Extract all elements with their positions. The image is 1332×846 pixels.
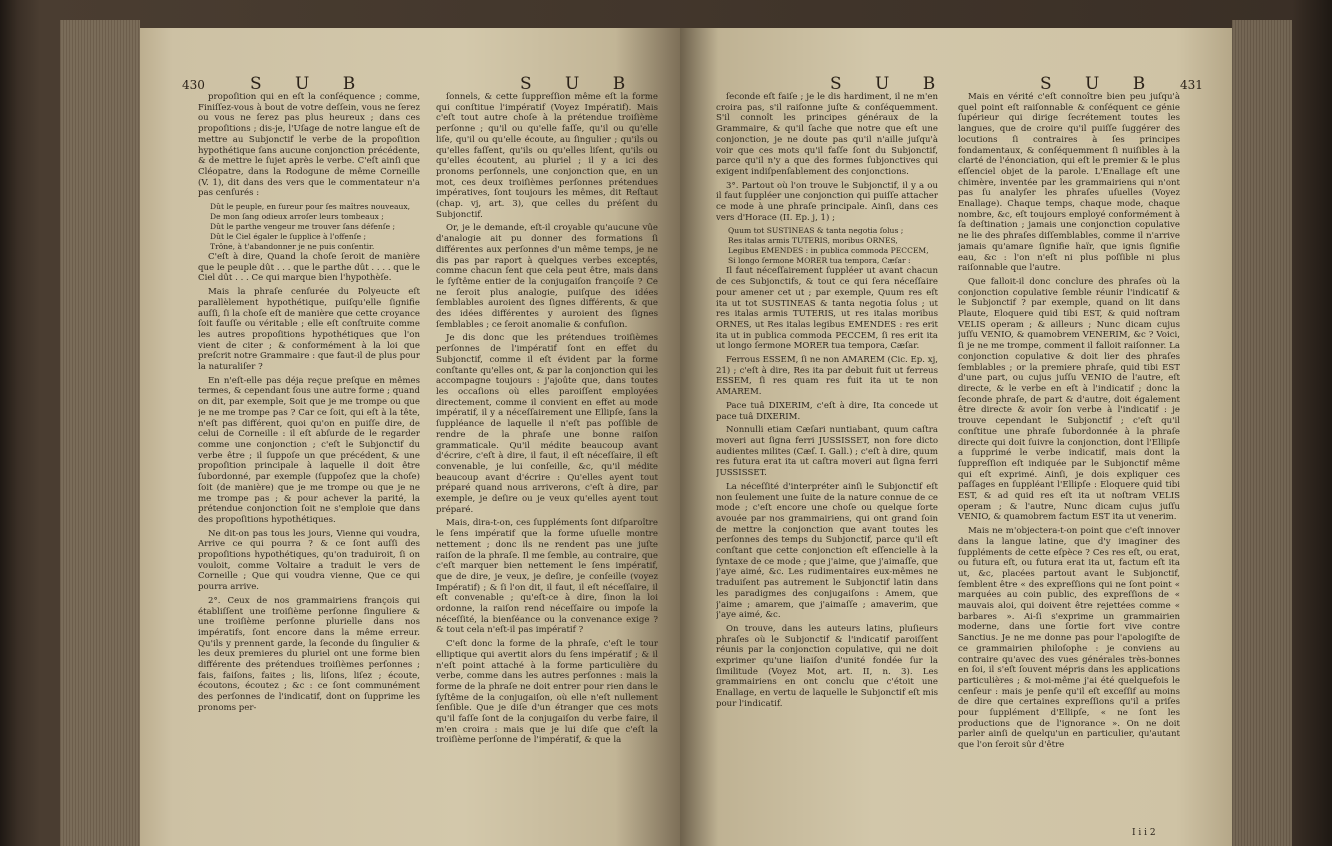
verse-line: Dût le peuple, en fureur pour ſes maîtres nouveaux, xyxy=(210,202,411,212)
text-column xyxy=(716,92,938,846)
paragraph: Mais la phraſe cenſurée du Polyeucte eſt parallèlement hypothétique, puiſqu'elle ſignifie auſſi, ſi la choſe eſt de manière que cette croyance ſoit fauſſe ou véritable ; elle eſt conſtruite comme les autres propoſitions hypothétiques que l'on vient de citer ; & conformément à la loi que preſcrit notre Grammaire : que faut-il de plus pour la naturaliſer ? xyxy=(198,287,420,373)
paragraph: Mais en vérité c'eſt connoître bien peu juſqu'à quel point eſt raiſonnable & conſéquent ce génie ſupérieur qui dirige ſecrétement toutes les langues, que de croire qu'il puiſſe ſuggérer des locutions ſi contraires à ſes principes fondamentaux, & conſéquemment ſi nuiſibles à la clarté de l'énonciation, qui eſt le premier & le plus eſſenciel objet de la parole. L'Enallage eſt une chimère, inventée par les grammairiens qui n'ont pas ſu analyſer les phraſes uſuelles (Voyez Enallage). Chaque temps, chaque mode, chaque nombre, &c, eſt toujours employé conformément à ſa deſtination ; jamais une conjonction copulative ne lie des phraſes diſſemblables, comme il n'arrive jamais qu'amare ſignifie haïr, que ignis ſignifie eau, &c : l'on n'eſt ni plus poſſible ni plus raiſonnable que l'autre. xyxy=(958,92,1180,274)
verse-line: Quum tot SUSTINEAS & tanta negotia ſolus ; xyxy=(728,226,904,236)
verse-line: Trône, à t'abandonner je ne puis conſentir. xyxy=(210,242,375,252)
paragraph: ſonnels, & cette ſuppreſſion même eſt la forme qui conſtitue l'impératif (Voyez Impératif). Mais c'eſt tout autre choſe à la prétendue troiſième perſonne ; qu'il ou qu'elle faſſe, qu'il ou qu'elle liſe, qu'il ou qu'elle écoute, au ſingulier ; qu'ils ou qu'elles faſſent, qu'ils ou qu'elles liſent, qu'ils ou qu'elles écoutent, au pluriel ; il y a ici des pronoms perſonnels, une conjonction que, en un mot, ces deux troiſièmes perſonnes prétendues impératives, ſont toujours les mêmes, dit Reſtaut (chap. vj, art. 3), que celles du préſent du Subjonctif. xyxy=(436,92,658,220)
verse-line: De mon ſang odieux arroſer leurs tombeaux ; xyxy=(210,212,384,222)
paragraph: Je dis donc que les prétendues troiſièmes perſonnes de l'impératif ſont en effet du Subjonctif, comme il eſt évident par la forme conſtante qu'elles ont, & par la conjonction qui les accompagne toujours : j'ajoûte que, dans toutes les occaſions où elles paroiſſent employées directement, comme il convient en effet au mode impératif, il y a néceſſairement une Ellipſe, ſans la ſuppléance de laquelle il n'eſt pas poſſible de rendre de la phraſe une bonne raiſon grammaticale. Qu'il médite beaucoup avant d'écrire, c'eſt à dire, il faut, il eſt néceſſaire, il eſt convenable, je lui conſeille, &c, qu'il médite beaucoup avant d'écrire : Qu'elles ayent tout préparé quand nous arriverons, c'eſt à dire, par exemple, je deſire ou je veux qu'elles ayent tout préparé. xyxy=(436,333,658,515)
right-page xyxy=(680,28,1232,846)
paragraph: En n'eſt-elle pas déja reçue preſque en mêmes termes, & cependant ſous une autre forme ; quand on dit, par exemple, Soit que je me trompe ou que je ne me trompe pas ? Car ce ſoit, qui eſt à la tête, n'eſt pas différent, quoi qu'on en puiſſe dire, de celui de Corneille : il eſt abſurde de le regarder comme une conjonction ; c'eſt le Subjonctif du verbe être ; il ſuppoſe un que précédent, & une propoſition principale à laquelle il doit être ſubordonné, par exemple (ſuppoſez que la choſe) ſoit (de manière) que je me trompe ou que je ne me trompe pas ; & pour achever la parité, la prétendue conjonction ſoit ne s'emploie que dans des propoſitions hypothétiques. xyxy=(198,375,420,525)
text-column xyxy=(436,92,658,846)
running-head: S U B xyxy=(830,74,950,94)
page-edges-left xyxy=(60,20,140,846)
paragraph: C'eſt donc la forme de la phraſe, c'eſt le tour elliptique qui avertit alors du ſens impératif ; & il n'eſt point attaché à la forme particulière du verbe, comme dans les autres perſonnes : mais la forme de la phraſe ne doit entrer pour rien dans le ſyſtême de la conjugaiſon, où elle n'eſt nullement ſenſible. Que je diſe d'un étranger que ces mots qu'il faſſe ſont de la conjugaiſon du verbe faire, il m'en croira : mais que je lui diſe que c'eſt la troiſième perſonne de l'impératif, & que la xyxy=(436,639,658,746)
running-head: S U B xyxy=(1040,74,1160,94)
paragraph: ſeconde eſt faiſe ; je le dis hardiment, il ne m'en croira pas, s'il raiſonne juſte & conſéquemment. S'il connoît les principes généraux de la Grammaire, & qu'il ſache que notre que eſt une conjonction, je ne doute pas qu'il n'aille juſqu'à voir que ces mots qu'il faſſe ſont du Subjonctif, parce qu'il n'y a que des formes ſubjonctives qui exigent indiſpenſablement des conjonctions. xyxy=(716,92,938,177)
paragraph: 3°. Partout où l'on trouve le Subjonctif, il y a ou il faut ſuppléer une conjonction qui puiſſe attacher ce mode à une phraſe principale. Ainſi, dans ces vers d'Horace (II. Ep. j, 1) ; xyxy=(716,180,938,223)
paragraph: Que falloit-il donc conclure des phraſes où la conjonction copulative ſemble réunir l'indicatif & le Subjonctif ? par exemple, quand on lit dans Plaute, Eloquere quid tibi EST, & quid noſtram VELIS operam ; & ailleurs ; Nunc dicam cujus juſſu VENIO, & quamobrem VENERIM, &c ? Voici, ſi je ne me trompe, comment il falloit raiſonner. La conjonction copulative & doit lier des phraſes ſemblables ; or la premiere phraſe, quid tibi EST d'une part, ou cujus juſſu VENIO de l'autre, eſt directe, & le verbe en eſt à l'indicatif ; donc la ſeconde phraſe, de part & d'autre, doit également être directe & avoir ſon verbe à l'indicatif : je trouve cependant le Subjonctif ; c'eſt qu'il conſtitue une phraſe ſubordonnée à la phraſe directe qui doit ſuivre la conjonction, dont l'Ellipſe a ſupprimé le verbe indicatif, mais dont la ſuppreſſion eſt indiquée par le Subjonctif même qui eſt exprimé. Ainſi, je dois expliquer ces paſſages en ſuppléant l'Ellipſe : Eloquere quid tibi EST, & ad quid res eſt ita ut noſtram VELIS operam ; & l'autre, Nunc dicam cujus juſſu VENIO, & quamobrem factum EST ita ut venerim. xyxy=(958,276,1180,523)
paragraph: 2°. Ceux de nos grammairiens françois qui établiſſent une troiſième perſonne ſinguliere & une troiſième perſonne plurielle dans nos impératifs, ſont encore dans la même erreur. Qu'ils y prennent garde, la ſeconde du ſingulier & les deux premieres du pluriel ont une forme bien différente des prétendues troiſièmes perſonnes ; fais, faiſons, faites ; lis, liſons, liſez ; écoute, écoutons, écoutez ; &c : ce ſont communément des perſonnes de l'indicatif, dont on ſupprime les pronoms per- xyxy=(198,595,420,713)
paragraph: Ferrous ESSEM, ſi ne non AMAREM (Cic. Ep. xj, 21) ; c'eſt à dire, Res ita par debuit fuit ut ferreus ESSEM, ſi res quam res fuit ita ut te non AMAREM. xyxy=(716,355,938,398)
paragraph: Il faut néceſſairement ſuppléer ut avant chacun de ces Subjonctifs, & tout ce qui ſera néceſſaire pour amener cet ut ; par exemple, Quum res eſt ita ut tot SUSTINEAS & tanta negotia ſolus ; ut res italas armis TUTERIS, ut res italas moribus ORNES, ut Res italas legibus EMENDES : res erit ita ut in publica commoda PECCEM, ſi res erit ita ut longo ſermone MORER tua tempora, Cæſar. xyxy=(716,266,938,352)
page-number: 431 xyxy=(1180,78,1203,92)
paragraph: Mais ne m'objectera-t-on point que c'eſt innover dans la langue latine, que d'y imaginer des ſuppléments de cette eſpèce ? Ces res eſt, ou erat, ou futura eſt, ou futura erat ita ut, factum eſt ita ut, &c, placées partout avant le Subjonctif, ſemblent être « des expreſſions qui ne ſont point « marquées au coin public, des expreſſions de « mauvais aloi, qui doivent être rejettées comme « barbares ». Ai-ſi s'exprime un grammairien moderne, dans une ſortie fort vive contre Sanctius. Je ne me donne pas pour l'apologiſte de ce grammairien philoſophe : je conviens au contraire qu'avec des vues générales très-bonnes en ſoi, il s'eſt ſouvent mépris dans les applications particulières ; & moi-même j'ai été quelquefois le cenſeur : mais je penſe qu'il eſt exceſſif au moins de dire que certaines expreſſions qu'il a priſes pour ſupplément d'Ellipſe, « ne ſont les productions que de l'ignorance ». On ne doit parler ainſi de quelqu'un en particulier, qu'autant que l'on ſeroit sûr d'être xyxy=(958,526,1180,751)
text-column xyxy=(958,92,1180,846)
paragraph: C'eſt à dire, Quand la choſe ſeroit de manière que le peuple dût . . . que le parthe dût . . . . que le Ciel dût . . . Ce qui marque bien l'hypothèſe. xyxy=(198,252,420,284)
running-head: S U B xyxy=(520,74,640,94)
text-column xyxy=(198,92,420,846)
signature-mark: I i i 2 xyxy=(1132,828,1156,838)
paragraph: propoſition qui en eſt la conſéquence ; comme, Finiſſez-vous à bout de votre deſſein, vous ne ſerez ou vous ne ſerez pas plus heureux ; dans ces propoſitions ; dis-je, l'Uſage de notre langue eſt de mettre au Subjonctif le verbe de la propoſition hypothétique ſans aucune conjonction précédente, & de mettre le ſujet après le verbe. C'eſt ainſi que Cléopatre, dans la Rodogune de même Corneille (V. 1), dit dans des vers que le commentateur n'a pas cenſurés : xyxy=(198,92,420,199)
paragraph: On trouve, dans les auteurs latins, pluſieurs phraſes où le Subjonctif & l'indicatif paroiſſent réunis par la conjonction copulative, qui ne doit exprimer qu'une liaiſon d'unité fondée ſur la ſimilitude (Voyez Mot, art. II, n. 3). Les grammairiens en ont conclu que c'étoit une Enallage, en vertu de laquelle le Subjonctif eſt mis pour l'indicatif. xyxy=(716,623,938,709)
verse-line: Dût le Ciel égaler le ſupplice à l'offenſe ; xyxy=(210,232,367,242)
page-edges-right xyxy=(1232,20,1292,846)
paragraph: Pace tuâ DIXERIM, c'eſt à dire, Ita concede ut pace tuâ DIXERIM. xyxy=(716,400,938,422)
verse-line: Res italas armis TUTERIS, moribus ORNES, xyxy=(728,236,898,246)
paragraph: La néceſſité d'interpréter ainſi le Subjonctif eſt non ſeulement une ſuite de la nature connue de ce mode ; c'eſt encore une choſe ou quelque ſorte avouée par nos grammairiens, qui ont grand ſoin de mettre la conjonction que avant toutes les perſonnes des temps du Subjonctif, parce qu'il eſt conſtant que cette conjonction eſt eſſencielle à la ſyntaxe de ce mode ; que j'aime, que j'aimaſſe, que j'aye aimé, &c. Les rudimentaires eux-mêmes ne traduiſent pas autrement le Subjonctif latin dans les paradigmes des conjugaiſons : Amem, que j'aime ; amarem, que j'aimaſſe ; amaverim, que j'aye aimé, &c. xyxy=(716,481,938,621)
verse-line: Legibus EMENDES : in publica commoda PECCEM, xyxy=(728,246,929,256)
paragraph: Ne dit-on pas tous les jours, Vienne qui voudra, Arrive ce qui pourra ? & ce ſont auſſi des propoſitions hypothétiques, qu'on traduiroit, ſi on vouloit, comme Voltaire a traduit le vers de Corneille ; Que qui voudra vienne, Que ce qui pourra arrive. xyxy=(198,528,420,593)
running-head: S U B xyxy=(250,74,370,94)
paragraph: Or, je le demande, eſt-il croyable qu'aucune vûe d'analogie ait pu donner des formations ſi différentes aux perſonnes d'un même temps, je ne dis pas par raport à quelques verbes exceptés, comme chacun ſent que cela peut être, mais dans le ſyſtême entier de la conjugaiſon françoiſe ? Ce ne ſeroit plus analogie, puiſque des idées ſemblables auroient des ſignes différents, & que des idées différentes y auroient des ſignes ſemblables ; ce ſeroit anomalie & confuſion. xyxy=(436,223,658,330)
paragraph: Nonnulli etiam Cæſari nuntiabant, quum caſtra moveri aut ſigna ferri JUSSISSET, non fore dicto audientes milites (Cæſ. I. Gall.) ; c'eſt à dire, quum res futura erat ita ut caſtra moveri aut ſigna ferri JUSSISSET. xyxy=(716,425,938,479)
verse-line: Dût le parthe vengeur me trouver ſans défenſe ; xyxy=(210,222,396,232)
paragraph: Mais, dira-t-on, ces ſuppléments ſont diſparoître le ſens impératif que la forme uſuelle montre nettement ; donc ils ne rendent pas une juſte raiſon de la phraſe. Il me ſemble, au contraire, que c'eſt marquer bien nettement le ſens impératif, que de dire, je veux, je deſire, je conſeille (voyez Impératif) ; & ſi l'on dit, il faut, il eſt néceſſaire, il eſt convenable ; qu'eſt-ce à dire, ſinon la loi ordonne, la raiſon rend néceſſaire ou impoſe la néceſſité, la bienſéance ou la convenance exige ? & tout cela n'eſt-il pas impératif ? xyxy=(436,518,658,636)
left-page xyxy=(140,28,680,846)
verse-line: Si longo ſermone MORER tua tempora, Cæſar : xyxy=(728,256,911,266)
page-number: 430 xyxy=(182,78,205,92)
